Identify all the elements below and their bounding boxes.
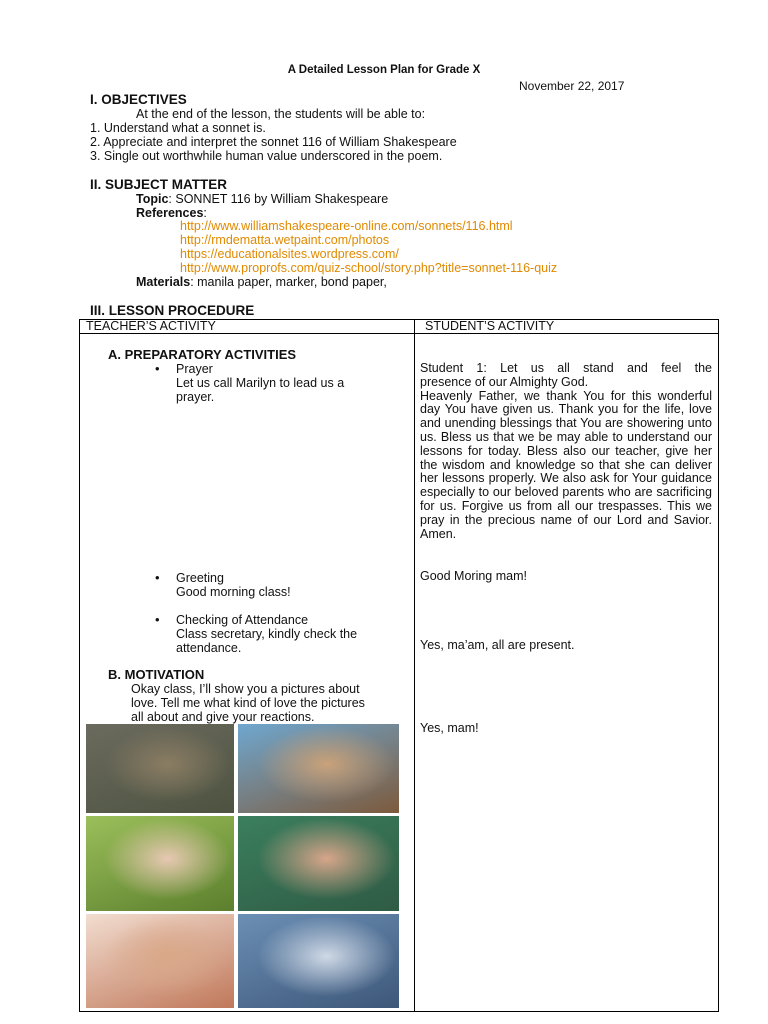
- reference-link[interactable]: http://rmdematta.wetpaint.com/photos: [180, 233, 390, 247]
- greeting-label: Greeting: [176, 571, 224, 585]
- attendance-label: Checking of Attendance: [176, 613, 309, 627]
- objective-item: 2. Appreciate and interpret the sonnet 116 of William Shakespeare: [90, 135, 457, 149]
- reference-link[interactable]: http://www.williamshakespeare-online.com/sonnets/116.html: [180, 219, 513, 233]
- motivation-line: love. Tell me what kind of love the pictures: [131, 696, 365, 710]
- materials-line: [136, 275, 387, 289]
- topic-value: : SONNET 116 by William Shakespeare: [168, 192, 389, 206]
- attendance-line: attendance.: [176, 641, 242, 655]
- student-prayer-first-line: Student 1: Let us all stand and feel the: [420, 361, 712, 375]
- reference-link[interactable]: http://www.proprofs.com/quiz-school/story.php?title=sonnet-116-quiz: [180, 261, 558, 275]
- prayer-line: Let us call Marilyn to lead us a: [176, 376, 345, 390]
- motivation-heading: B. MOTIVATION: [108, 667, 205, 682]
- references-line: [136, 206, 207, 220]
- table-column-divider: [414, 319, 415, 1012]
- references-colon: :: [203, 206, 207, 220]
- bullet-icon: •: [155, 612, 160, 627]
- objective-item: 1. Understand what a sonnet is.: [90, 121, 266, 135]
- jesus-clouds-photo: [238, 914, 399, 1008]
- bullet-icon: •: [155, 361, 160, 376]
- motivation-line: all about and give your reactions.: [131, 710, 315, 724]
- student-prayer: presence of our Almighty God. Heavenly Father, we thank You for this wonderful day You have given us. Thank you for the life, love and unending blessings that You are showering unto us. Bless us that we be may able to understand our lessons for today. Bless also our teacher, give her the wisdom and knowledge so that she can deliver her lessons properly. We also ask for Your guidance especially to our beloved parents who are sacrificing for us. Forgive us from all our trespasses. This we pray in the precious name of our Lord and Savior. Amen.: [420, 374, 712, 541]
- bullet-icon: •: [155, 570, 160, 585]
- soldiers-photo: [86, 724, 234, 813]
- attendance-line: Class secretary, kindly check the: [176, 627, 358, 641]
- materials-label: Materials: [136, 275, 191, 289]
- table-header-divider: [79, 333, 719, 334]
- objectives-intro: At the end of the lesson, the students will be able to:: [136, 107, 426, 121]
- mother-daughter-photo: [86, 914, 234, 1008]
- prayer-line: prayer.: [176, 390, 215, 404]
- materials-value: : manila paper, marker, bond paper,: [190, 275, 387, 289]
- greeting-line: Good morning class!: [176, 585, 291, 599]
- objective-item: 3. Single out worthwhile human value underscored in the poem.: [90, 149, 443, 163]
- family-photo: [86, 816, 234, 911]
- preparatory-heading: A. PREPARATORY ACTIVITIES: [108, 347, 297, 362]
- student-greeting: Good Moring mam!: [420, 569, 527, 583]
- topic-line: [136, 192, 388, 206]
- student-motivation: Yes, mam!: [420, 721, 479, 735]
- student-attendance: Yes, ma’am, all are present.: [420, 638, 575, 652]
- couple-photo: [238, 816, 399, 911]
- children-beach-photo: [238, 724, 399, 813]
- document-date: November 22, 2017: [519, 79, 625, 93]
- prayer-label: Prayer: [176, 362, 213, 376]
- student-activity-header: STUDENT’S ACTIVITY: [425, 319, 555, 333]
- teacher-activity-header: TEACHER’S ACTIVITY: [86, 319, 216, 333]
- references-label: References: [136, 206, 204, 220]
- subject-matter-heading: II. SUBJECT MATTER: [90, 177, 228, 192]
- reference-link[interactable]: https://educationalsites.wordpress.com/: [180, 247, 399, 261]
- topic-label: Topic: [136, 192, 169, 206]
- objectives-heading: I. OBJECTIVES: [90, 92, 187, 107]
- lesson-procedure-heading: III. LESSON PROCEDURE: [90, 303, 255, 318]
- motivation-line: Okay class, I’ll show you a pictures about: [131, 682, 360, 696]
- document-title: A Detailed Lesson Plan for Grade X: [287, 64, 481, 76]
